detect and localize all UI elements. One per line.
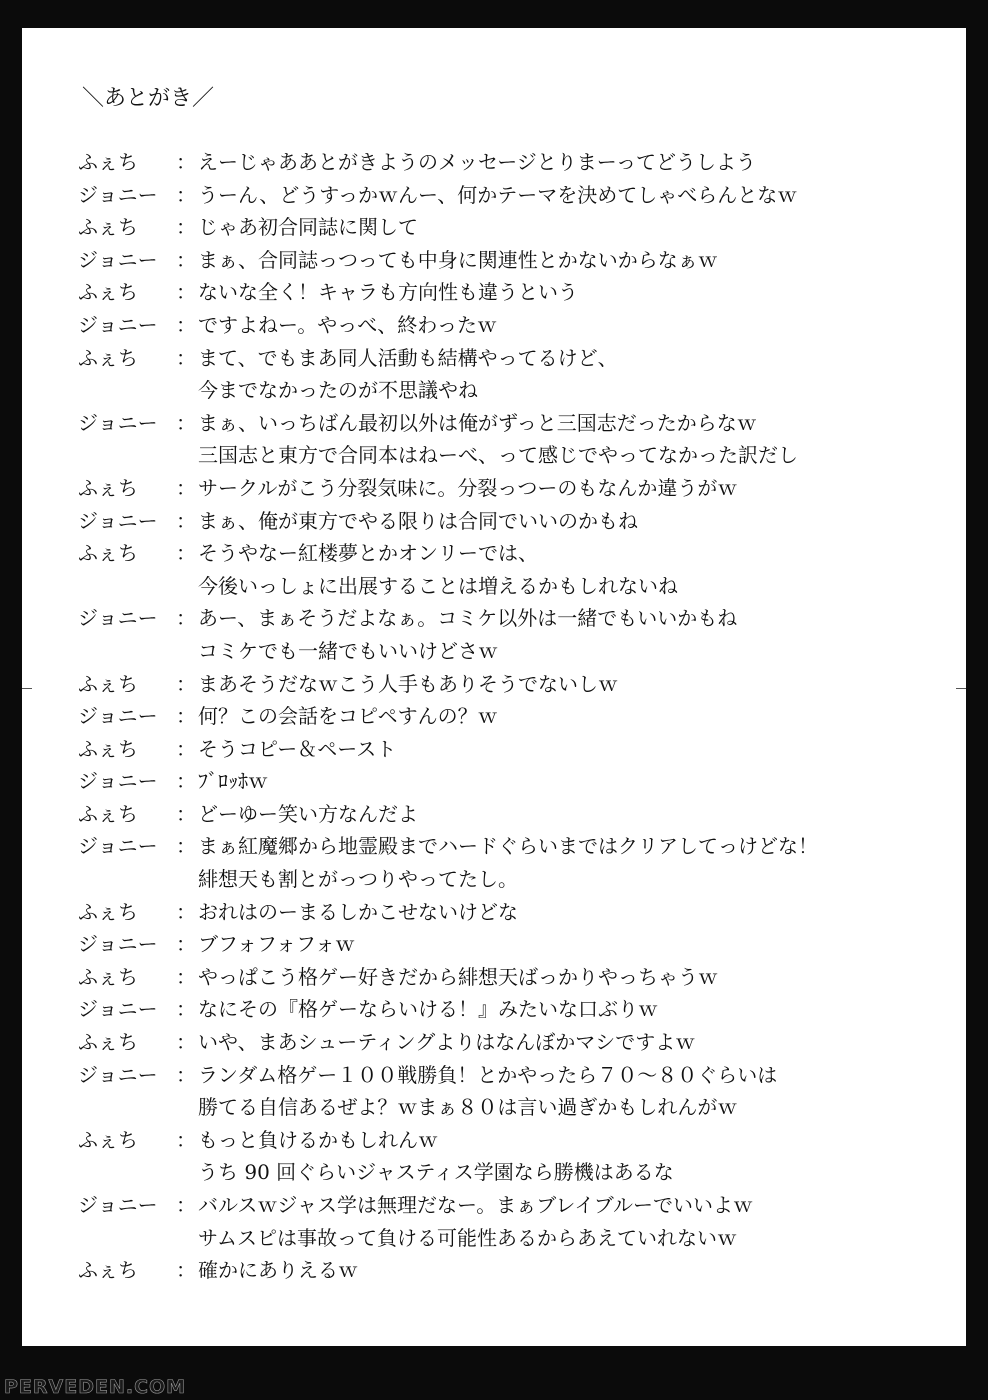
speaker-separator: ： bbox=[176, 345, 196, 370]
dialogue-text: ブフォフォフォｗ bbox=[198, 932, 355, 957]
dialogue-text: まぁ、合同誌っつっても中身に関連性とかないからなぁｗ bbox=[198, 247, 718, 272]
dialogue-text: そうやなー紅楼夢とかオンリーでは、 bbox=[198, 541, 538, 566]
dialogue-text: コミケでも一緒でもいいけどさｗ bbox=[198, 638, 498, 663]
speaker-separator: ： bbox=[176, 964, 196, 989]
speaker-name: ジョニー bbox=[78, 247, 158, 272]
speaker-name: ジョニー bbox=[78, 704, 158, 729]
dialogue-text: えーじゃああとがきようのメッセージとりまーってどうしよう bbox=[198, 150, 756, 174]
dialogue-line bbox=[78, 146, 958, 179]
afterword-heading: ＼あとがき／ bbox=[82, 86, 215, 111]
dialogue-text: 勝てる自信あるぜよ？ｗまぁ８０は言い過ぎかもしれんがｗ bbox=[198, 1095, 738, 1120]
dialogue-text: おれはのーまるしかこせないけどな bbox=[198, 899, 518, 924]
speaker-name bbox=[78, 439, 174, 472]
speaker-separator: ： bbox=[176, 410, 196, 435]
dialogue-line bbox=[78, 276, 958, 309]
speaker-separator: ： bbox=[176, 606, 196, 631]
dialogue-line bbox=[78, 798, 958, 831]
speaker-name: ふぇち bbox=[78, 280, 138, 305]
dialogue-text: ﾌﾞﾛｯﾎｗ bbox=[198, 769, 268, 794]
speaker-name bbox=[78, 570, 174, 603]
speaker-separator: ： bbox=[176, 834, 196, 859]
dialogue-line bbox=[78, 439, 958, 472]
speaker-name bbox=[78, 1156, 174, 1189]
dialogue-line bbox=[78, 896, 958, 929]
dialogue-text: まぁ、俺が東方でやる限りは合同でいいのかもね bbox=[198, 508, 638, 533]
dialogue-line bbox=[78, 211, 958, 244]
speaker-separator: ： bbox=[176, 215, 196, 240]
speaker-separator bbox=[174, 374, 198, 407]
dialogue-line bbox=[78, 928, 958, 961]
speaker-separator: ： bbox=[176, 997, 196, 1022]
speaker-name: ふぇち bbox=[78, 671, 138, 696]
speaker-name: ふぇち bbox=[78, 964, 138, 989]
speaker-name: ふぇち bbox=[78, 1127, 138, 1152]
speaker-name bbox=[78, 1222, 174, 1255]
dialogue-line bbox=[78, 309, 958, 342]
speaker-separator: ： bbox=[176, 801, 196, 826]
dialogue-text: 緋想天も割とがっつりやってたし。 bbox=[198, 867, 518, 892]
speaker-separator: ： bbox=[176, 736, 196, 761]
dialogue-text: やっぱこう格ゲー好きだから緋想天ばっかりやっちゃうｗ bbox=[198, 964, 718, 989]
speaker-separator: ： bbox=[176, 150, 196, 174]
speaker-separator bbox=[174, 1156, 198, 1189]
speaker-name: ふぇち bbox=[78, 475, 138, 500]
dialogue-line bbox=[78, 830, 958, 863]
dialogue-text: じゃあ初合同誌に関して bbox=[198, 215, 418, 240]
document-page bbox=[22, 28, 966, 1346]
dialogue-line bbox=[78, 537, 958, 570]
speaker-name: ふぇち bbox=[78, 801, 138, 826]
speaker-separator bbox=[174, 1091, 198, 1124]
dialogue-line bbox=[78, 244, 958, 277]
dialogue-text: サムスピは事故って負ける可能性あるからあえていれないｗ bbox=[198, 1225, 737, 1250]
speaker-separator: ： bbox=[176, 1062, 196, 1087]
site-watermark: PERVEDEN.COM bbox=[4, 1376, 187, 1398]
speaker-name: ふぇち bbox=[78, 1030, 138, 1055]
speaker-name: ジョニー bbox=[78, 1062, 158, 1087]
speaker-separator: ： bbox=[176, 280, 196, 305]
dialogue-line bbox=[78, 700, 958, 733]
speaker-separator bbox=[174, 570, 198, 603]
speaker-name bbox=[78, 374, 174, 407]
dialogue-line bbox=[78, 342, 958, 375]
speaker-separator: ： bbox=[176, 899, 196, 924]
speaker-name: ジョニー bbox=[78, 997, 158, 1022]
dialogue-text: いや、まあシューティングよりはなんぼかマシですよｗ bbox=[198, 1030, 696, 1055]
speaker-separator: ： bbox=[176, 475, 196, 500]
speaker-name: ジョニー bbox=[78, 769, 158, 794]
dialogue-text: ないな全く！キャラも方向性も違うという bbox=[198, 280, 578, 305]
speaker-separator bbox=[174, 863, 198, 896]
dialogue-text: バルスｗジャス学は無理だなー。まぁブレイブルーでいいよｗ bbox=[198, 1193, 753, 1217]
speaker-name: ふぇち bbox=[78, 215, 138, 240]
speaker-name: ジョニー bbox=[78, 508, 158, 533]
dialogue-text: サークルがこう分裂気味に。分裂っつーのもなんか違うがｗ bbox=[198, 475, 738, 500]
speaker-name bbox=[78, 863, 174, 896]
dialogue-text: 今後いっしょに出展することは増えるかもしれないね bbox=[198, 573, 678, 598]
speaker-name: ジョニー bbox=[78, 1193, 158, 1217]
speaker-separator: ： bbox=[176, 932, 196, 957]
dialogue-line bbox=[78, 179, 958, 212]
dialogue-line bbox=[78, 668, 958, 701]
dialogue-text: うち 90 回ぐらいジャスティス学園なら勝機はあるな bbox=[198, 1160, 674, 1185]
dialogue-line bbox=[78, 505, 958, 538]
dialogue-text: あー、まぁそうだよなぁ。コミケ以外は一緒でもいいかもね bbox=[198, 606, 738, 631]
speaker-separator: ： bbox=[176, 1030, 196, 1055]
speaker-name: ふぇち bbox=[78, 736, 138, 761]
dialogue-text: どーゆー笑い方なんだよ bbox=[198, 801, 418, 826]
speaker-separator: ： bbox=[176, 312, 196, 337]
dialogue-text: まぁ、いっちばん最初以外は俺がずっと三国志だったからなｗ bbox=[198, 410, 757, 435]
speaker-name: ジョニー bbox=[78, 834, 158, 859]
dialogue-line bbox=[78, 1156, 958, 1189]
dialogue-line bbox=[78, 1091, 958, 1124]
dialogue-text: 三国志と東方で合同本はねーべ、って感じでやってなかった訳だし bbox=[198, 443, 798, 468]
dialogue-line bbox=[78, 635, 958, 668]
speaker-name: ジョニー bbox=[78, 932, 158, 957]
speaker-name bbox=[78, 635, 174, 668]
dialogue-line bbox=[78, 1254, 958, 1287]
dialogue-text: そうコピー＆ペースト bbox=[198, 736, 397, 761]
dialogue-line bbox=[78, 1124, 958, 1157]
speaker-separator: ： bbox=[176, 1127, 196, 1152]
speaker-separator: ： bbox=[176, 182, 196, 207]
dialogue-line bbox=[78, 1059, 958, 1092]
speaker-name: ふぇち bbox=[78, 345, 138, 370]
dialogue-line bbox=[78, 733, 958, 766]
dialogue-text: 何？この会話をコピペすんの？ｗ bbox=[198, 704, 498, 729]
speaker-name: ふぇち bbox=[78, 1258, 138, 1283]
dialogue-text: うーん、どうすっかｗんー、何かテーマを決めてしゃべらんとなｗ bbox=[198, 182, 798, 207]
dialogue-line bbox=[78, 472, 958, 505]
speaker-name: ジョニー bbox=[78, 312, 158, 337]
speaker-name: ふぇち bbox=[78, 541, 138, 566]
speaker-name: ふぇち bbox=[78, 899, 138, 924]
speaker-name: ふぇち bbox=[78, 150, 138, 174]
speaker-name: ジョニー bbox=[78, 606, 158, 631]
dialogue-list bbox=[78, 146, 958, 1287]
dialogue-line bbox=[78, 993, 958, 1026]
speaker-separator bbox=[174, 1222, 198, 1255]
dialogue-text: 確かにありえるｗ bbox=[198, 1258, 358, 1283]
dialogue-line bbox=[78, 765, 958, 798]
dialogue-text: まぁ紅魔郷から地霊殿までハードぐらいまではクリアしてっけどな！ bbox=[198, 834, 818, 859]
dialogue-text: まあそうだなｗこう人手もありそうでないしｗ bbox=[198, 671, 618, 696]
dialogue-line bbox=[78, 1189, 958, 1222]
speaker-separator: ： bbox=[176, 1258, 196, 1283]
dialogue-text: なにその『格ゲーならいける！』みたいな口ぶりｗ bbox=[198, 997, 658, 1022]
dialogue-text: ですよねー。やっべ、終わったｗ bbox=[198, 312, 497, 337]
dialogue-line bbox=[78, 374, 958, 407]
speaker-name: ジョニー bbox=[78, 410, 158, 435]
dialogue-text: まて、でもまあ同人活動も結構やってるけど、 bbox=[198, 345, 618, 370]
speaker-separator bbox=[174, 635, 198, 668]
speaker-separator bbox=[174, 439, 198, 472]
speaker-name bbox=[78, 1091, 174, 1124]
dialogue-line bbox=[78, 1222, 958, 1255]
dialogue-line bbox=[78, 961, 958, 994]
dialogue-text: 今までなかったのが不思議やね bbox=[198, 378, 478, 403]
speaker-separator: ： bbox=[176, 704, 196, 729]
dialogue-line bbox=[78, 1026, 958, 1059]
dialogue-line bbox=[78, 602, 958, 635]
crop-mark-left bbox=[22, 688, 32, 689]
speaker-separator: ： bbox=[176, 1193, 196, 1217]
dialogue-line bbox=[78, 863, 958, 896]
dialogue-text: もっと負けるかもしれんｗ bbox=[198, 1127, 438, 1152]
speaker-separator: ： bbox=[176, 541, 196, 566]
speaker-separator: ： bbox=[176, 247, 196, 272]
speaker-name: ジョニー bbox=[78, 182, 158, 207]
dialogue-text: ランダム格ゲー１００戦勝負！とかやったら７０～８０ぐらいは bbox=[198, 1062, 778, 1087]
speaker-separator: ： bbox=[176, 769, 196, 794]
dialogue-line bbox=[78, 570, 958, 603]
dialogue-line bbox=[78, 407, 958, 440]
speaker-separator: ： bbox=[176, 671, 196, 696]
speaker-separator: ： bbox=[176, 508, 196, 533]
